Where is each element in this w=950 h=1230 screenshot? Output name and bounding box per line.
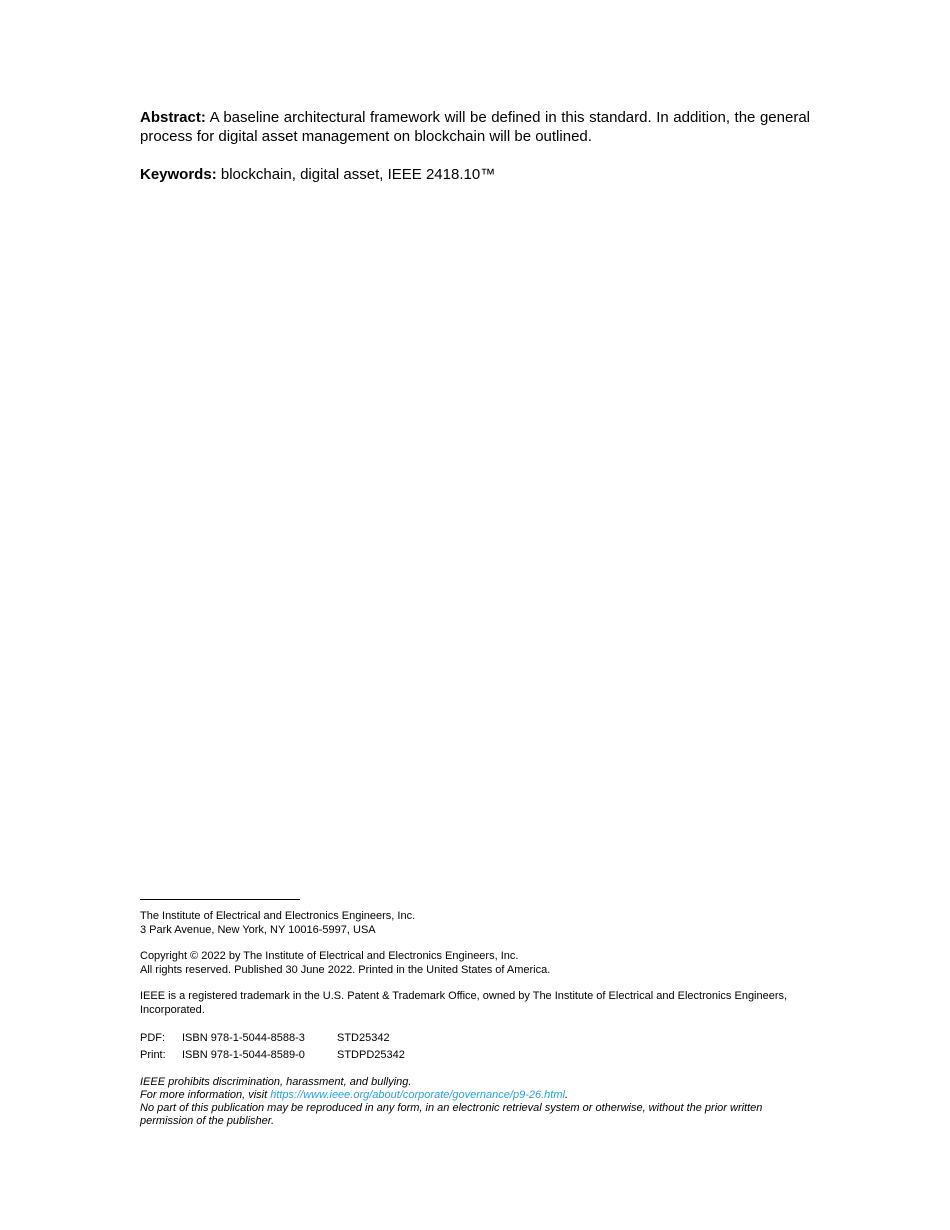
notice-line-reproduction: No part of this publication may be reproduced in any form, in an electronic retrieval system or otherwise, without the prior written permission of the publisher. <box>140 1102 763 1127</box>
isbn-number-pdf: ISBN 978-1-5044-8588-3 <box>182 1032 305 1044</box>
publisher-address: 3 Park Avenue, New York, NY 10016-5997, USA <box>140 923 376 936</box>
abstract-label: Abstract: <box>140 109 206 126</box>
governance-link[interactable]: https://www.ieee.org/about/corporate/governance/p9-26.html <box>270 1089 565 1101</box>
isbn-code-pdf: STD25342 <box>337 1032 390 1044</box>
trademark-text: IEEE is a registered trademark in the U.S. Patent & Trademark Office, owned by The Institute of Electrical and Electronics Engineers, Incorporated. <box>140 990 788 1016</box>
page-body <box>140 108 810 184</box>
isbn-format-print: Print: <box>140 1048 166 1061</box>
table-row <box>140 1047 810 1064</box>
abstract-paragraph <box>140 108 810 146</box>
footnote-separator-rule <box>140 899 300 900</box>
keywords-text: blockchain, digital asset, IEEE 2418.10™ <box>220 166 496 183</box>
table-row <box>140 1030 810 1047</box>
copyright-block <box>140 950 810 977</box>
publisher-name: The Institute of Electrical and Electronics Engineers, Inc. <box>140 910 416 922</box>
legal-notice-block <box>140 1076 810 1128</box>
notice-line-link <box>140 1089 810 1102</box>
trademark-block <box>140 990 810 1017</box>
notice-link-prefix: For more information, visit <box>140 1089 271 1101</box>
isbn-format-pdf: PDF: <box>140 1032 166 1044</box>
notice-line-bullying: IEEE prohibits discrimination, harassment, and bullying. <box>140 1076 412 1088</box>
abstract-text: A baseline architectural framework will be defined in this standard. In addition, the general process for digital asset management on blockchain will be outlined. <box>140 109 810 145</box>
isbn-table <box>140 1030 810 1063</box>
isbn-number-print: ISBN 978-1-5044-8589-0 <box>182 1048 305 1061</box>
copyright-line: Copyright © 2022 by The Institute of Electrical and Electronics Engineers, Inc. <box>140 950 519 962</box>
notice-link-suffix: . <box>564 1089 568 1101</box>
keywords-paragraph <box>140 165 810 184</box>
rights-line: All rights reserved. Published 30 June 2022. Printed in the United States of America. <box>140 963 551 976</box>
publisher-block <box>140 910 810 937</box>
isbn-code-print: STDPD25342 <box>337 1048 405 1061</box>
copyright-footnote <box>140 899 810 1128</box>
keywords-label: Keywords: <box>140 166 217 183</box>
